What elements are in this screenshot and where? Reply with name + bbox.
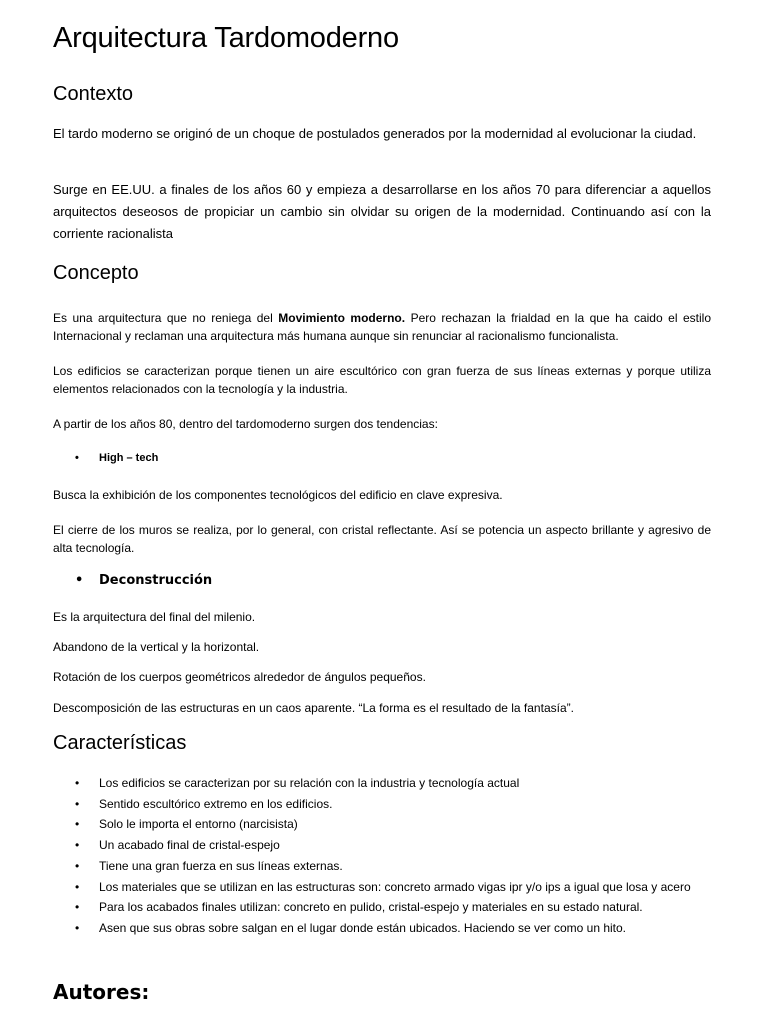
paragraph: Es la arquitectura del final del milenio. <box>53 610 256 624</box>
trend-item-high-tech: • High – tech <box>75 452 159 464</box>
list-item: • Tiene una gran fuerza en sus líneas externas. <box>53 856 713 877</box>
characteristics-list <box>53 773 713 939</box>
trend-item-deconstruccion: • Deconstrucción <box>75 573 213 588</box>
bullet-icon: • <box>75 838 80 853</box>
list-item: • Solo le importa el entorno (narcisista) <box>53 814 713 835</box>
paragraph: Busca la exhibición de los componentes tecnológicos del edificio en clave expresiva. <box>53 488 503 502</box>
paragraph: A partir de los años 80, dentro del tardomoderno surgen dos tendencias: <box>53 417 438 431</box>
bullet-icon: • <box>75 879 80 894</box>
section-heading-contexto: Contexto <box>53 83 134 105</box>
bullet-icon: • <box>75 817 80 832</box>
paragraph: Los edificios se caracterizan porque tienen un aire escultórico con gran fuerza de sus líneas externas y porque utiliza elementos relacionados con la tecnología y la industria. <box>53 364 711 396</box>
list-item: • Asen que sus obras sobre salgan en el lugar donde están ubicados. Haciendo se ver como un hito. <box>53 918 713 939</box>
bullet-icon: • <box>75 776 80 790</box>
list-item: • Los materiales que se utilizan en las estructuras son: concreto armado vigas ipr y/o ips a igual que losa y acero <box>53 877 713 898</box>
paragraph: El tardo moderno se originó de un choque de postulados generados por la modernidad al evolucionar la ciudad. <box>53 126 697 141</box>
section-heading-concepto: Concepto <box>53 262 139 284</box>
bullet-icon: • <box>75 573 84 588</box>
list-item: • Sentido escultórico extremo en los edificios. <box>53 794 713 815</box>
document-title: Arquitectura Tardomoderno <box>53 22 399 54</box>
bullet-icon: • <box>75 900 80 915</box>
bullet-icon: • <box>75 920 80 935</box>
paragraph: El cierre de los muros se realiza, por lo general, con cristal reflectante. Así se potencia un aspecto brillante y agresivo de alta tecnología. <box>53 523 711 555</box>
section-heading-caracteristicas: Características <box>53 732 187 754</box>
bullet-icon: • <box>75 796 80 811</box>
paragraph: Abandono de la vertical y la horizontal. <box>53 640 260 654</box>
list-item: • Los edificios se caracterizan por su relación con la industria y tecnología actual <box>53 773 713 794</box>
paragraph: Descomposición de las estructuras en un caos aparente. “La forma es el resultado de la fantasía”. <box>53 701 574 715</box>
list-item: • Un acabado final de cristal-espejo <box>53 835 713 856</box>
bullet-icon: • <box>75 858 80 873</box>
paragraph: Es una arquitectura que no reniega del Movimiento moderno. Pero rechazan la frialdad en la que ha caido el estilo Internacional y reclaman una arquitectura más humana aunque sin renunciar al racionalismo funcionalista. <box>53 311 711 343</box>
paragraph: Surge en EE.UU. a finales de los años 60 y empieza a desarrollarse en los años 70 para diferenciar a aquellos arquitectos deseosos de propiciar un cambio sin olvidar su origen de la modernidad. Continuando así con la corriente racionalista <box>53 182 711 241</box>
bullet-icon: • <box>75 452 79 464</box>
section-heading-autores: Autores: <box>53 980 150 1004</box>
list-item: • Para los acabados finales utilizan: concreto en pulido, cristal-espejo y materiales en su estado natural. <box>53 897 713 918</box>
paragraph: Rotación de los cuerpos geométricos alrededor de ángulos pequeños. <box>53 670 426 684</box>
bold-term: Movimiento moderno. <box>278 311 406 325</box>
